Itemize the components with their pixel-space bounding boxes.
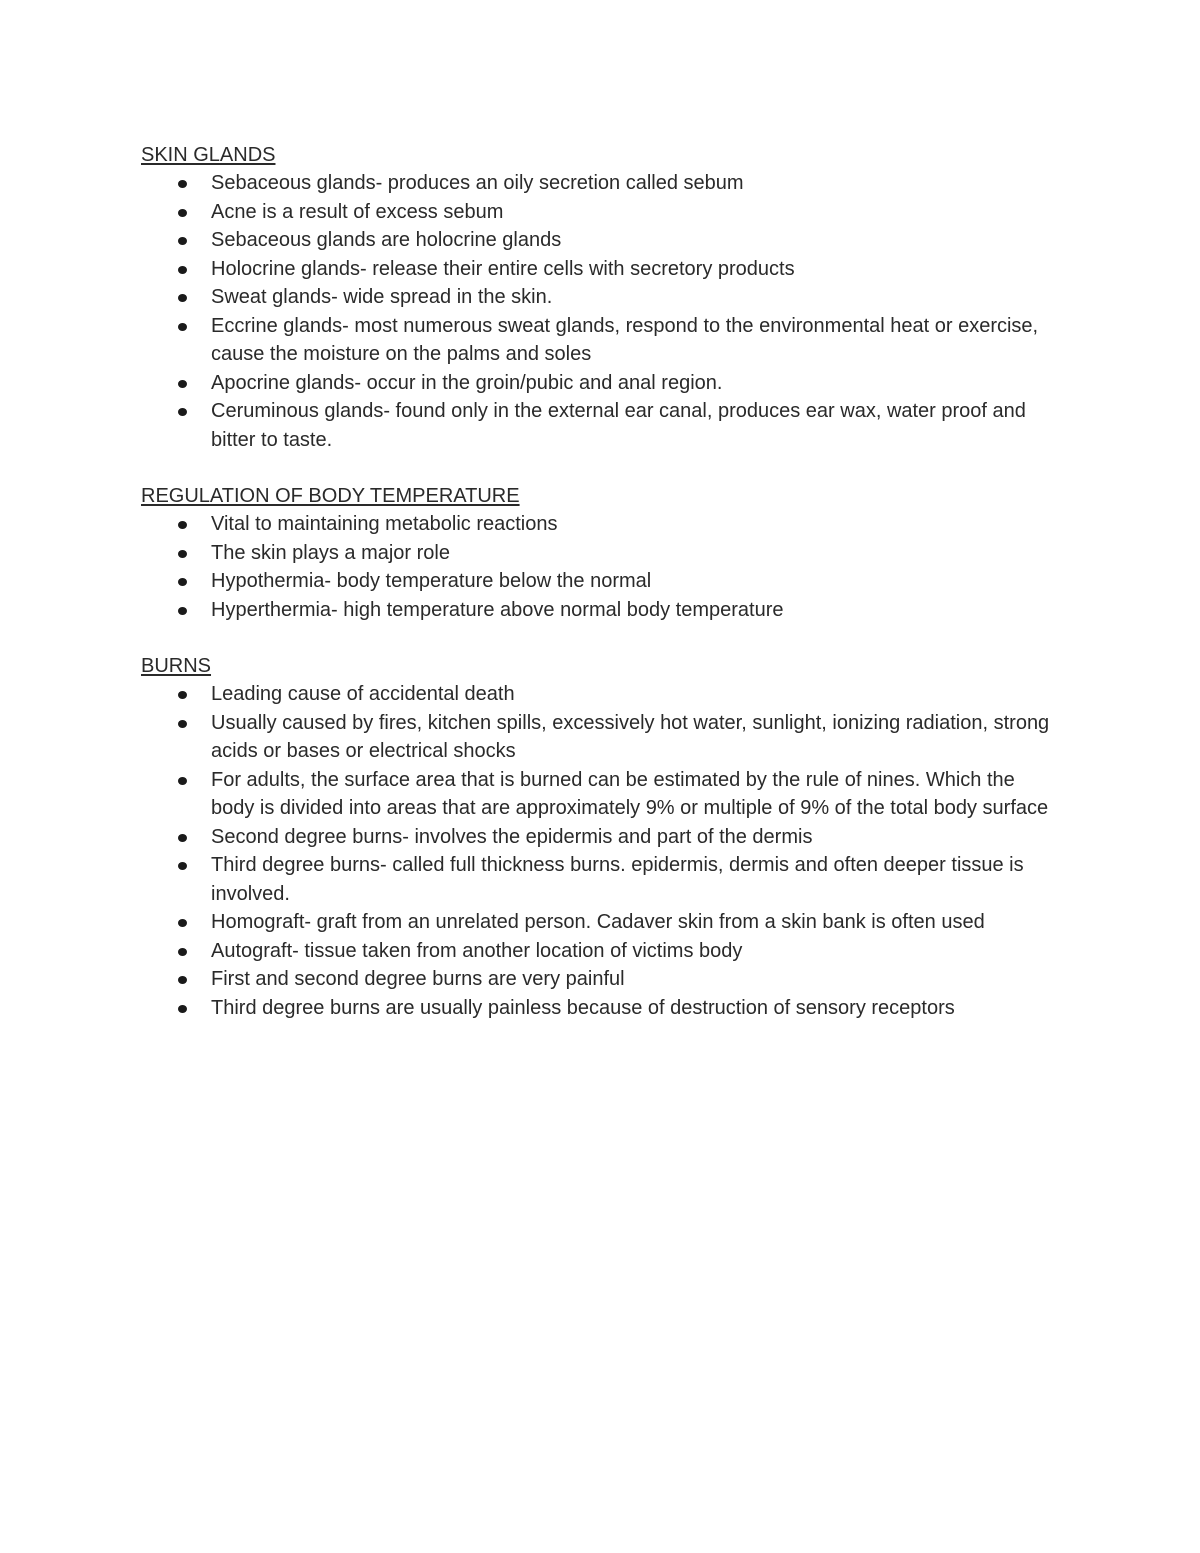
list-item-text: Holocrine glands- release their entire cells with secretory products [211, 257, 795, 280]
bullet-icon [178, 180, 187, 188]
list-item [141, 908, 1061, 937]
bullet-icon [178, 408, 187, 416]
bullet-icon [178, 976, 187, 984]
list-item-text: For adults, the surface area that is burned can be estimated by the rule of nines. Which the body is divided into areas that are approximately 9% or multiple of 9% of the total body surface [211, 768, 1049, 819]
list-item-text: Second degree burns- involves the epidermis and part of the dermis [211, 825, 813, 848]
list-item-text: Sebaceous glands- produces an oily secretion called sebum [211, 172, 744, 194]
list-item-text: Sweat glands- wide spread in the skin. [211, 286, 553, 308]
bullet-list [141, 169, 1061, 454]
section-regulation-of-body-temperature [141, 482, 1061, 624]
list-item [141, 823, 1061, 852]
list-item [141, 283, 1061, 312]
bullet-icon [178, 294, 187, 302]
list-item [141, 312, 1061, 369]
list-item-text: Third degree burns are usually painless because of destruction of sensory receptors [211, 996, 955, 1019]
list-item [141, 255, 1061, 284]
bullet-icon [178, 607, 187, 615]
list-item [141, 965, 1061, 994]
section-heading: SKIN GLANDS [141, 144, 276, 166]
list-item [141, 226, 1061, 255]
list-item-text: Vital to maintaining metabolic reactions [211, 513, 558, 535]
bullet-list [141, 510, 1061, 624]
bullet-icon [178, 521, 187, 529]
list-item [141, 766, 1061, 823]
section-heading: REGULATION OF BODY TEMPERATURE [141, 485, 520, 507]
list-item [141, 851, 1061, 908]
list-item [141, 539, 1061, 568]
list-item [141, 510, 1061, 539]
bullet-icon [178, 266, 187, 274]
bullet-icon [178, 578, 187, 586]
bullet-icon [178, 380, 187, 388]
section-skin-glands [141, 141, 1061, 454]
list-item-text: Apocrine glands- occur in the groin/pubic and anal region. [211, 371, 723, 394]
list-item [141, 369, 1061, 398]
list-item [141, 680, 1061, 709]
bullet-icon [178, 862, 187, 870]
bullet-icon [178, 834, 187, 842]
list-item-text: Acne is a result of excess sebum [211, 200, 504, 223]
list-item [141, 567, 1061, 596]
bullet-icon [178, 948, 187, 956]
list-item-text: Autograft- tissue taken from another location of victims body [211, 939, 743, 962]
list-item-text: Third degree burns- called full thickness burns. epidermis, dermis and often deeper tissue is involved. [211, 854, 1024, 905]
bullet-icon [178, 550, 187, 558]
list-item-text: Homograft- graft from an unrelated person. Cadaver skin from a skin bank is often used [211, 911, 985, 933]
list-item [141, 596, 1061, 625]
list-item-text: Sebaceous glands are holocrine glands [211, 229, 562, 251]
bullet-icon [178, 237, 187, 245]
bullet-icon [178, 919, 187, 927]
list-item [141, 994, 1061, 1023]
list-item-text: Usually caused by fires, kitchen spills, excessively hot water, sunlight, ionizing radiation, strong acids or bases or electrical shocks [211, 711, 1050, 762]
list-item [141, 397, 1061, 454]
list-item-text: Hyperthermia- high temperature above normal body temperature [211, 598, 784, 621]
list-item [141, 169, 1061, 198]
list-item-text: First and second degree burns are very painful [211, 968, 625, 990]
list-item-text: Eccrine glands- most numerous sweat glands, respond to the environmental heat or exercise, cause the moisture on the palms and soles [211, 314, 1039, 365]
list-item-text: Hypothermia- body temperature below the normal [211, 570, 652, 592]
list-item [141, 709, 1061, 766]
bullet-icon [178, 691, 187, 699]
bullet-icon [178, 1005, 187, 1013]
bullet-icon [178, 209, 187, 217]
bullet-icon [178, 777, 187, 785]
list-item [141, 198, 1061, 227]
section-heading: BURNS [141, 655, 212, 677]
document-body [141, 141, 1061, 1050]
list-item [141, 937, 1061, 966]
list-item-text: The skin plays a major role [211, 541, 450, 564]
bullet-icon [178, 323, 187, 331]
list-item-text: Leading cause of accidental death [211, 683, 515, 705]
list-item-text: Ceruminous glands- found only in the external ear canal, produces ear wax, water proof and bitter to taste. [211, 400, 1026, 451]
bullet-icon [178, 720, 187, 728]
bullet-list [141, 680, 1061, 1022]
section-burns [141, 652, 1061, 1022]
